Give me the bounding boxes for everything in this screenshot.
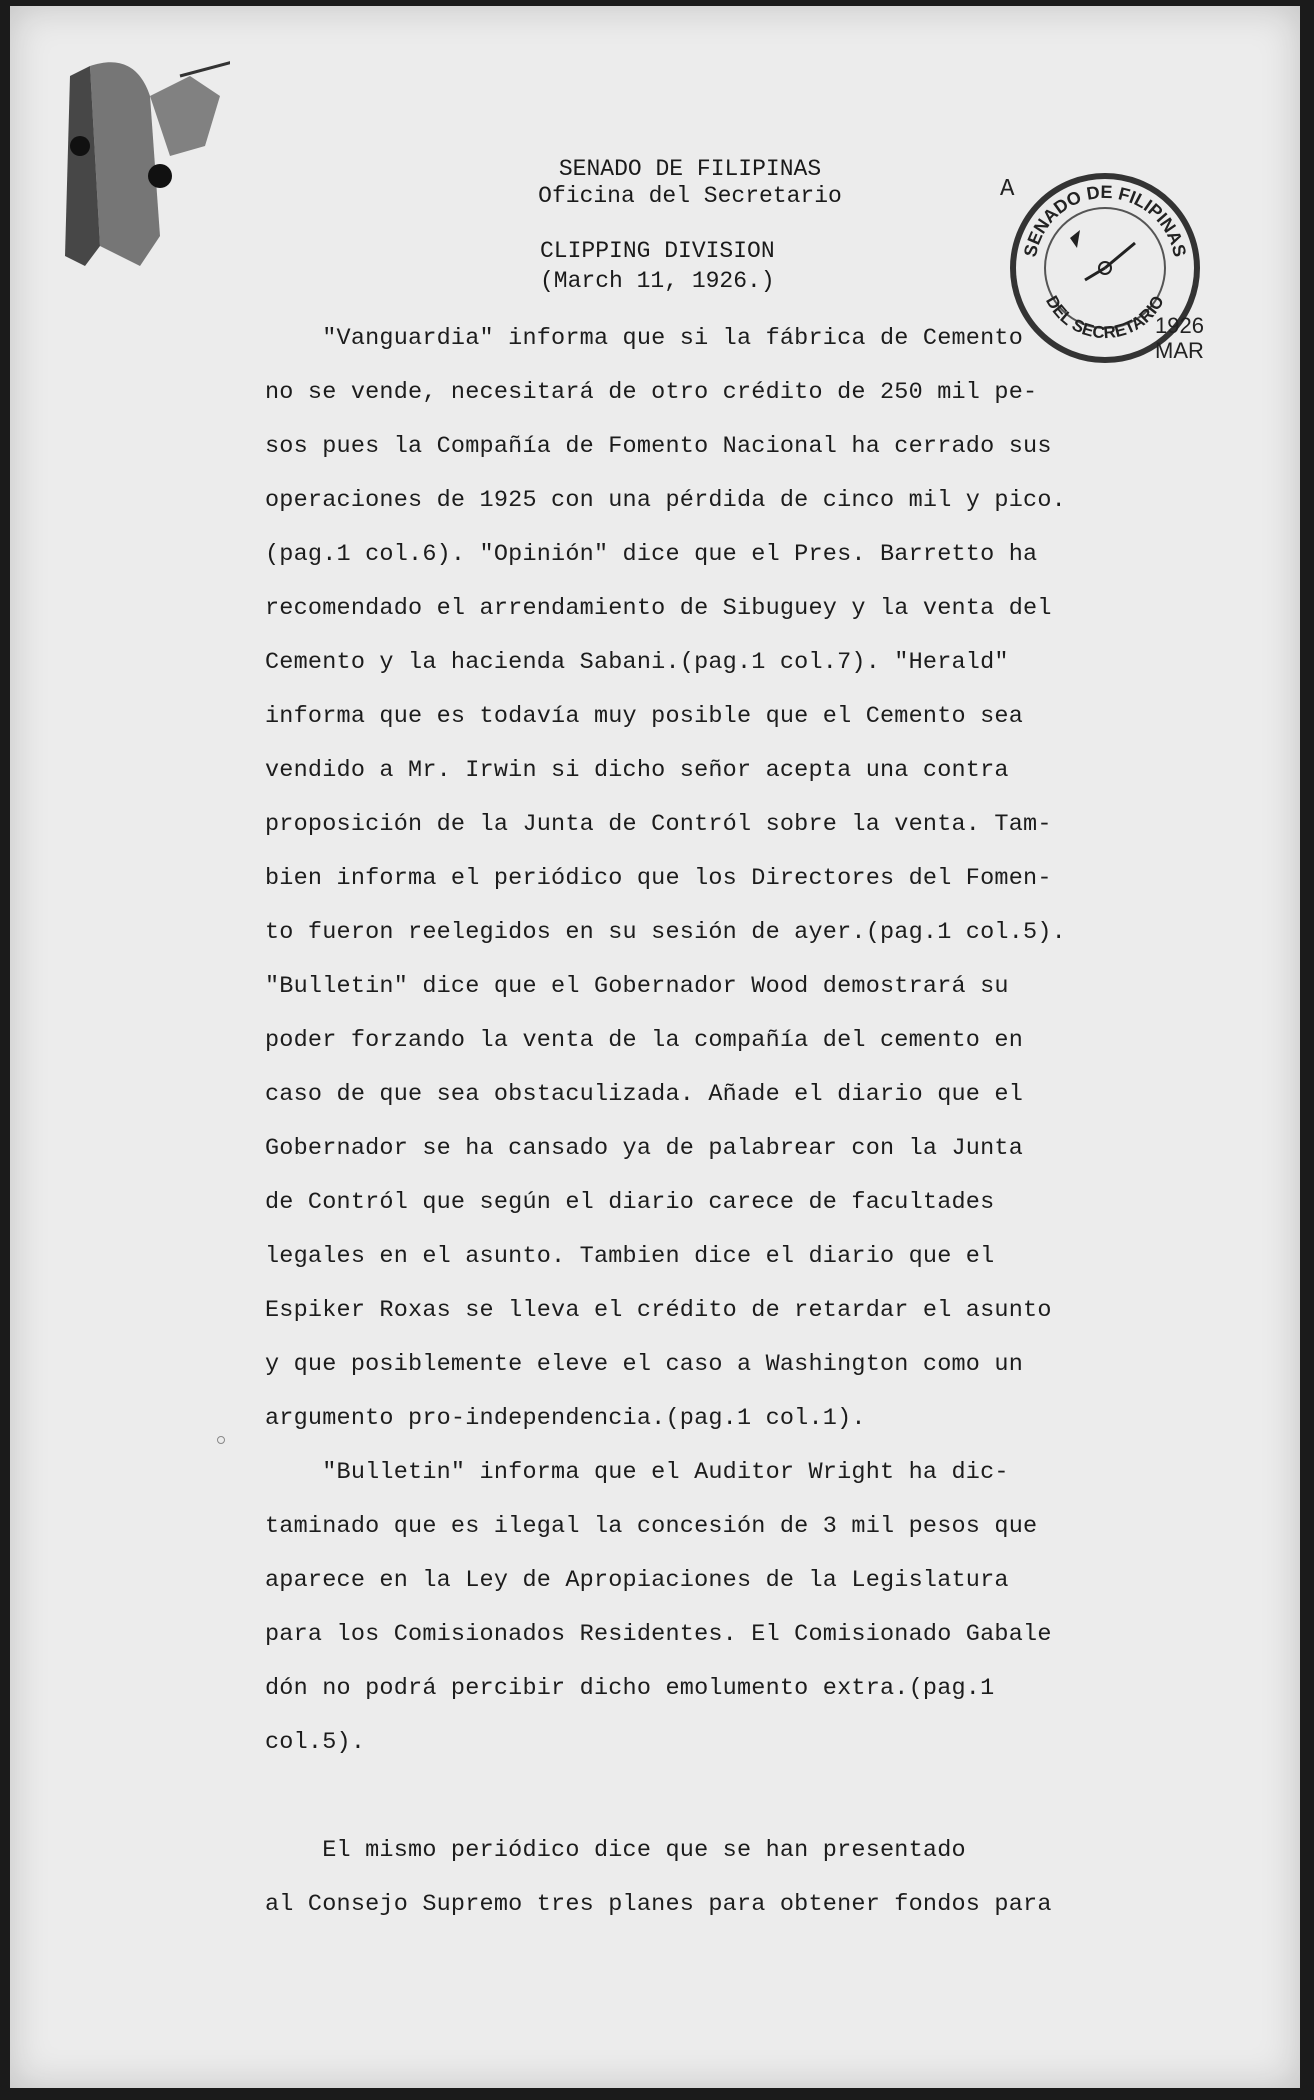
stamp-letter: A — [1000, 176, 1015, 203]
text-line: dón no podrá percibir dicho emolumento extra.(pag.1 — [265, 1675, 995, 1702]
text-line: col.5). — [265, 1729, 366, 1756]
text-line: y que posiblemente eleve el caso a Washington como un — [265, 1351, 1024, 1378]
document-page — [10, 6, 1300, 2088]
document-date: (March 11, 1926.) — [540, 268, 775, 294]
text-line: informa que es todavía muy posible que el Cemento sea — [265, 703, 1024, 730]
text-line: poder forzando la venta de la compañía del cemento en — [265, 1027, 1024, 1054]
text-line: vendido a Mr. Irwin si dicho señor acepta una contra — [265, 757, 1009, 784]
text-line: caso de que sea obstaculizada. Añade el diario que el — [265, 1081, 1024, 1108]
text-line: Cemento y la hacienda Sabani.(pag.1 col.7). "Herald" — [265, 649, 1009, 676]
senate-name: SENADO DE FILIPINAS — [558, 156, 822, 182]
text-line: Gobernador se ha cansado ya de palabrear con la Junta — [265, 1135, 1024, 1162]
text-line: (pag.1 col.6). "Opinión" dice que el Pres. Barretto ha — [265, 541, 1038, 568]
text-line: Espiker Roxas se lleva el crédito de retardar el asunto — [265, 1297, 1052, 1324]
text-line: bien informa el periódico que los Directores del Fomen- — [265, 865, 1052, 892]
text-line: taminado que es ilegal la concesión de 3 mil pesos que — [265, 1513, 1038, 1540]
letterhead — [480, 156, 900, 210]
text-line: para los Comisionados Residentes. El Comisionado Gabale — [265, 1621, 1052, 1648]
binding-clip-mark — [30, 36, 230, 286]
text-line: proposición de la Junta de Contról sobre la venta. Tam- — [265, 811, 1052, 838]
text-line: El mismo periódico dice que se han presentado — [265, 1837, 966, 1864]
text-line — [265, 1770, 1185, 1824]
svg-text:SENADO DE FILIPINAS: SENADO DE FILIPINAS — [1019, 181, 1191, 259]
text-line: argumento pro-independencia.(pag.1 col.1). — [265, 1405, 866, 1432]
text-line: aparece en la Ley de Apropiaciones de la Legislatura — [265, 1567, 1009, 1594]
clipping-body-text — [265, 312, 1185, 1932]
text-line: recomendado el arrendamiento de Sibuguey y la venta del — [265, 595, 1052, 622]
text-line: operaciones de 1925 con una pérdida de cinco mil y pico. — [265, 487, 1066, 514]
stamp-month: MAR — [1155, 338, 1204, 363]
svg-text:DEL SECRETARIO: DEL SECRETARIO — [1042, 292, 1168, 343]
stamp-year: 1926 — [1155, 313, 1204, 338]
text-line: no se vende, necesitará de otro crédito de 250 mil pe- — [265, 379, 1038, 406]
text-line: legales en el asunto. Tambien dice el diario que el — [265, 1243, 995, 1270]
text-line: sos pues la Compañía de Fomento Nacional ha cerrado sus — [265, 433, 1052, 460]
text-line: de Contról que según el diario carece de facultades — [265, 1189, 995, 1216]
text-line: al Consejo Supremo tres planes para obtener fondos para — [265, 1891, 1052, 1918]
division-name: CLIPPING DIVISION — [540, 238, 775, 264]
punch-hole-mark — [217, 1436, 225, 1444]
text-line: "Bulletin" dice que el Gobernador Wood demostrará su — [265, 973, 1009, 1000]
text-line: to fueron reelegidos en su sesión de ayer.(pag.1 col.5). — [265, 919, 1066, 946]
text-line: "Bulletin" informa que el Auditor Wright ha dic- — [265, 1459, 1009, 1486]
text-line: "Vanguardia" informa que si la fábrica de Cemento — [265, 325, 1024, 352]
clipping-heading — [540, 236, 775, 296]
office-name: Oficina del Secretario — [538, 183, 842, 209]
